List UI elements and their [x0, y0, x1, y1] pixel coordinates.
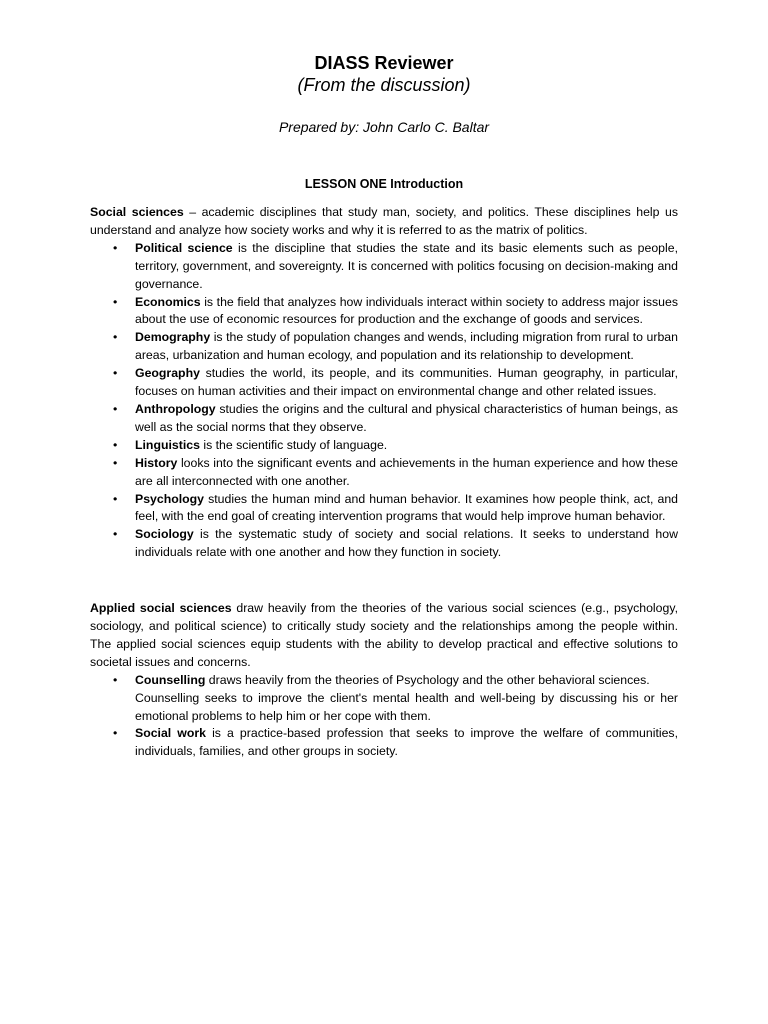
bullet-icon: • [113, 294, 118, 309]
list-item-text: is the systematic study of society and social relations. It seeks to understand how individuals relate with one another and how they function in society. [135, 527, 678, 560]
social-sciences-term: Social sciences [90, 205, 184, 219]
list-item-text: studies the human mind and human behavior. It examines how people think, act, and feel, with the end goal of creating intervention programs that would help improve human behavior. [135, 491, 678, 524]
prepared-by: Prepared by: John Carlo C. Baltar [278, 119, 490, 135]
list-item-term: Social work [135, 726, 206, 741]
applied-social-sciences-list [90, 672, 678, 762]
list-item-text: studies the world, its people, and its communities. Human geography, in particular, focuses on human activities and their impact on environmental change and other related issues. [135, 366, 678, 399]
social-sciences-text: – academic disciplines that study man, society, and politics. These disciplines help us understand and analyze how society works and why it is referred to as the matrix of politics. [90, 205, 678, 237]
document-title: DIASS Reviewer [314, 53, 454, 73]
bullet-icon: • [113, 527, 118, 542]
list-item-text: looks into the significant events and achievements in the human experience and how these are all interconnected with one another. [135, 455, 678, 488]
list-item-political-science [90, 240, 678, 294]
list-item-term: Sociology [135, 527, 194, 542]
list-item-text: draws heavily from the theories of Psychology and the other behavioral sciences. [205, 672, 650, 687]
list-item-text: is the field that analyzes how individuals interact within society to address major issues about the use of economic resources for production and the exchange of goods and services. [135, 294, 678, 327]
list-item-term: History [135, 455, 178, 470]
bullet-icon: • [113, 240, 118, 255]
applied-social-sciences-text: draw heavily from the theories of the various social sciences (e.g., psychology, sociology, and political science) to critically study society and the relationships among the people within. The applied social sciences equip students with the ability to develop practical and effective solutions to societal issues and concerns. [90, 601, 678, 669]
lesson-heading: LESSON ONE Introduction [304, 177, 464, 191]
list-item-social-work [90, 725, 678, 761]
list-item-counselling [90, 672, 678, 726]
list-item-text: is the study of population changes and wends, including migration from rural to urban areas, urbanization and human ecology, and population and its relationship to development. [135, 330, 678, 363]
list-item-term: Demography [135, 330, 211, 345]
bullet-icon: • [113, 366, 118, 381]
applied-social-sciences-term: Applied social sciences [90, 601, 232, 616]
document-subtitle: (From the discussion) [297, 75, 471, 95]
bullet-icon: • [113, 672, 118, 687]
bullet-icon: • [113, 401, 118, 416]
bullet-icon: • [113, 491, 118, 506]
list-item-term: Counselling [135, 672, 206, 687]
list-item-text: studies the origins and the cultural and physical characteristics of human beings, as well as the social norms that they observe. [135, 401, 678, 434]
applied-social-sciences-definition [90, 600, 678, 672]
list-item-term: Linguistics [135, 437, 200, 452]
list-item-geography [90, 365, 678, 401]
list-item-term: Psychology [135, 491, 205, 506]
list-item-economics [90, 294, 678, 330]
social-sciences-definition [90, 204, 678, 240]
social-sciences-list [90, 240, 678, 562]
document-page [90, 52, 678, 761]
list-item-text: is the discipline that studies the state and its basic elements such as people, territory, government, and sovereignty. It is concerned with politics focusing on decision-making and governance. [135, 240, 678, 291]
list-item-term: Political science [135, 240, 233, 255]
list-item-text: is the scientific study of language. [199, 437, 388, 452]
bullet-icon: • [113, 330, 118, 345]
bullet-icon: • [113, 455, 118, 470]
list-item-term: Economics [135, 294, 201, 309]
list-item-sociology [90, 526, 678, 562]
bullet-icon: • [113, 726, 118, 741]
list-item-term: Geography [135, 366, 200, 381]
list-item-history [90, 455, 678, 491]
list-item-psychology [90, 491, 678, 527]
list-item-linguistics [90, 437, 678, 455]
list-item-term: Anthropology [135, 401, 216, 416]
list-item-text: is a practice-based profession that seeks to improve the welfare of communities, individuals, families, and other groups in society. [135, 726, 678, 759]
bullet-icon: • [113, 437, 118, 452]
list-item-extra-text: Counselling seeks to improve the client's mental health and well-being by discussing his or her emotional problems to help him or her cope with them. [135, 690, 678, 723]
list-item-anthropology [90, 401, 678, 437]
list-item-demography [90, 329, 678, 365]
